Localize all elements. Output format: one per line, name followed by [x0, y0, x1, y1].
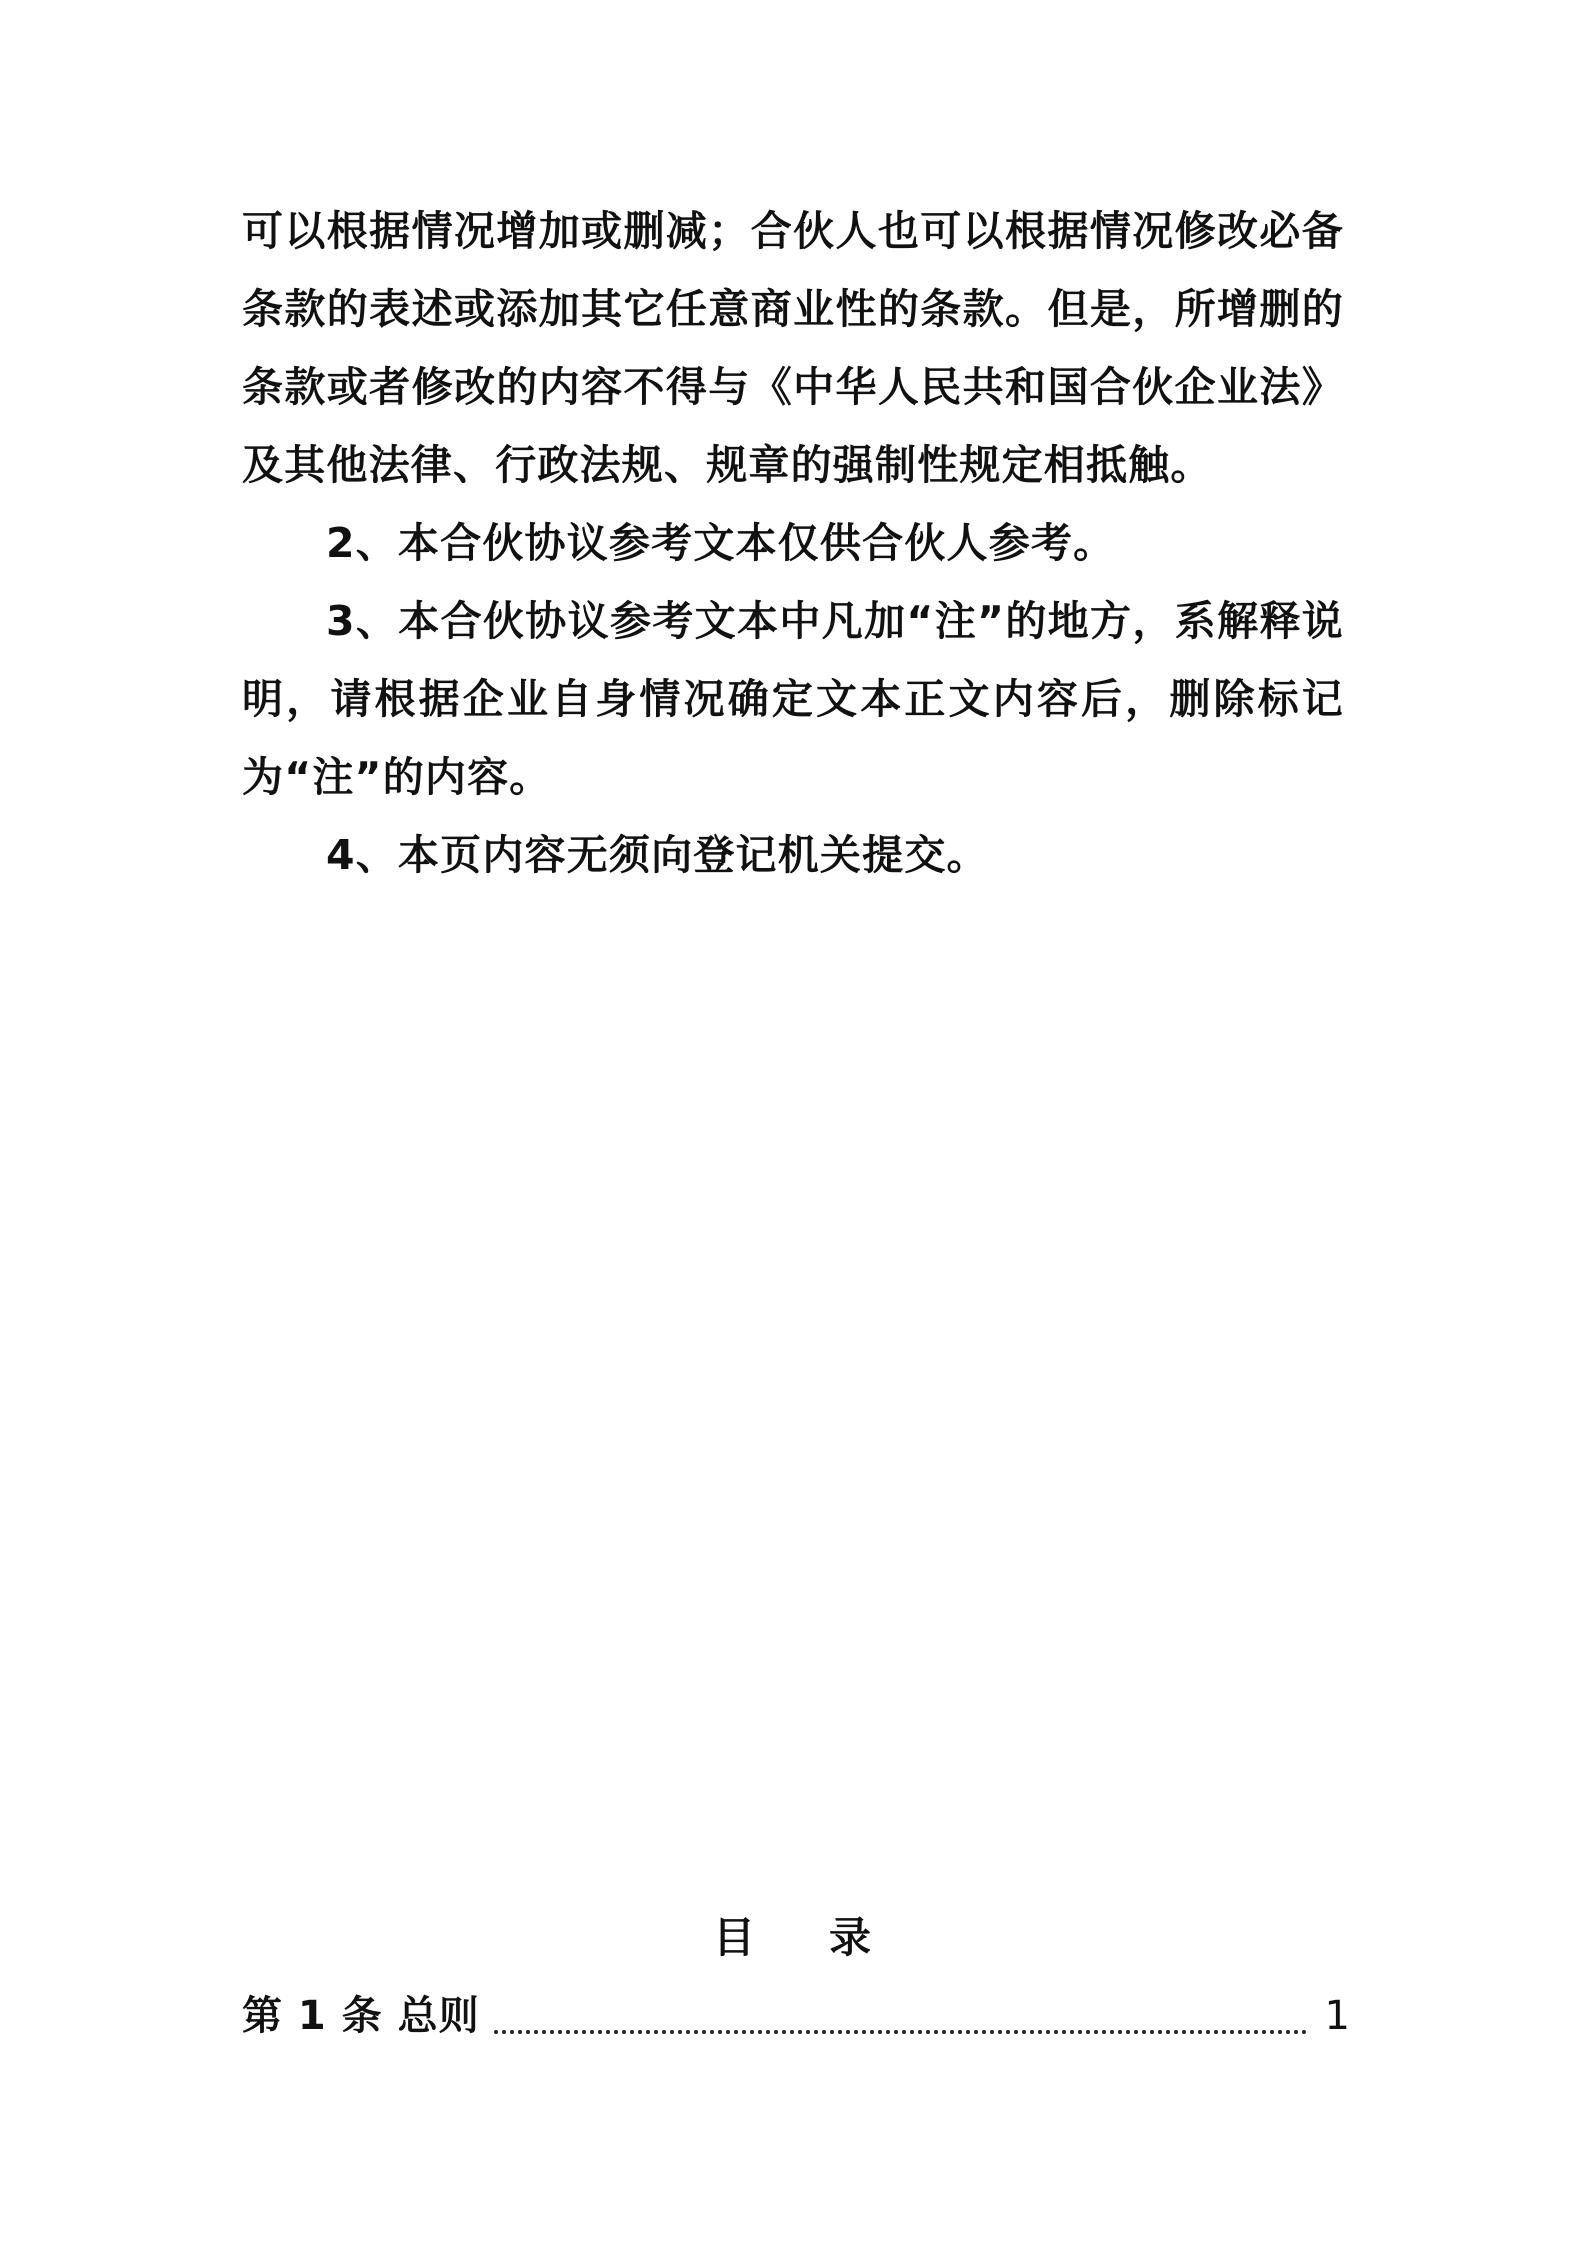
toc-entry-page-number: 1: [1324, 1993, 1350, 2039]
toc-title-char-1: 目: [712, 1913, 757, 1962]
toc-leader-dots: [494, 2006, 1307, 2034]
paragraph-continuation: 可以根据情况增加或删减；合伙人也可以根据情况修改必备条款的表述或添加其它任意商业性的条款。但是，所增删的条款或者修改的内容不得与《中华人民共和国合伙企业法》及其他法律、行政法规、规章的强制性规定相抵触。: [242, 207, 1344, 489]
toc-title-char-2: 录: [829, 1913, 874, 1962]
paragraph-note-3: 3、本合伙协议参考文本中凡加“注”的地方，系解释说明，请根据企业自身情况确定文本正文内容后，删除标记为“注”的内容。: [242, 597, 1344, 801]
paragraph-note-2: 2、本合伙协议参考文本仅供合伙人参考。: [326, 519, 1116, 567]
toc-entry-label: 第 1 条 总则: [242, 1993, 480, 2039]
toc-entry[interactable]: [242, 1984, 1350, 2040]
notes-body: [242, 192, 1344, 894]
paragraph-note-4: 4、本页内容无须向登记机关提交。: [326, 831, 989, 879]
toc-title: [0, 1905, 1586, 1965]
